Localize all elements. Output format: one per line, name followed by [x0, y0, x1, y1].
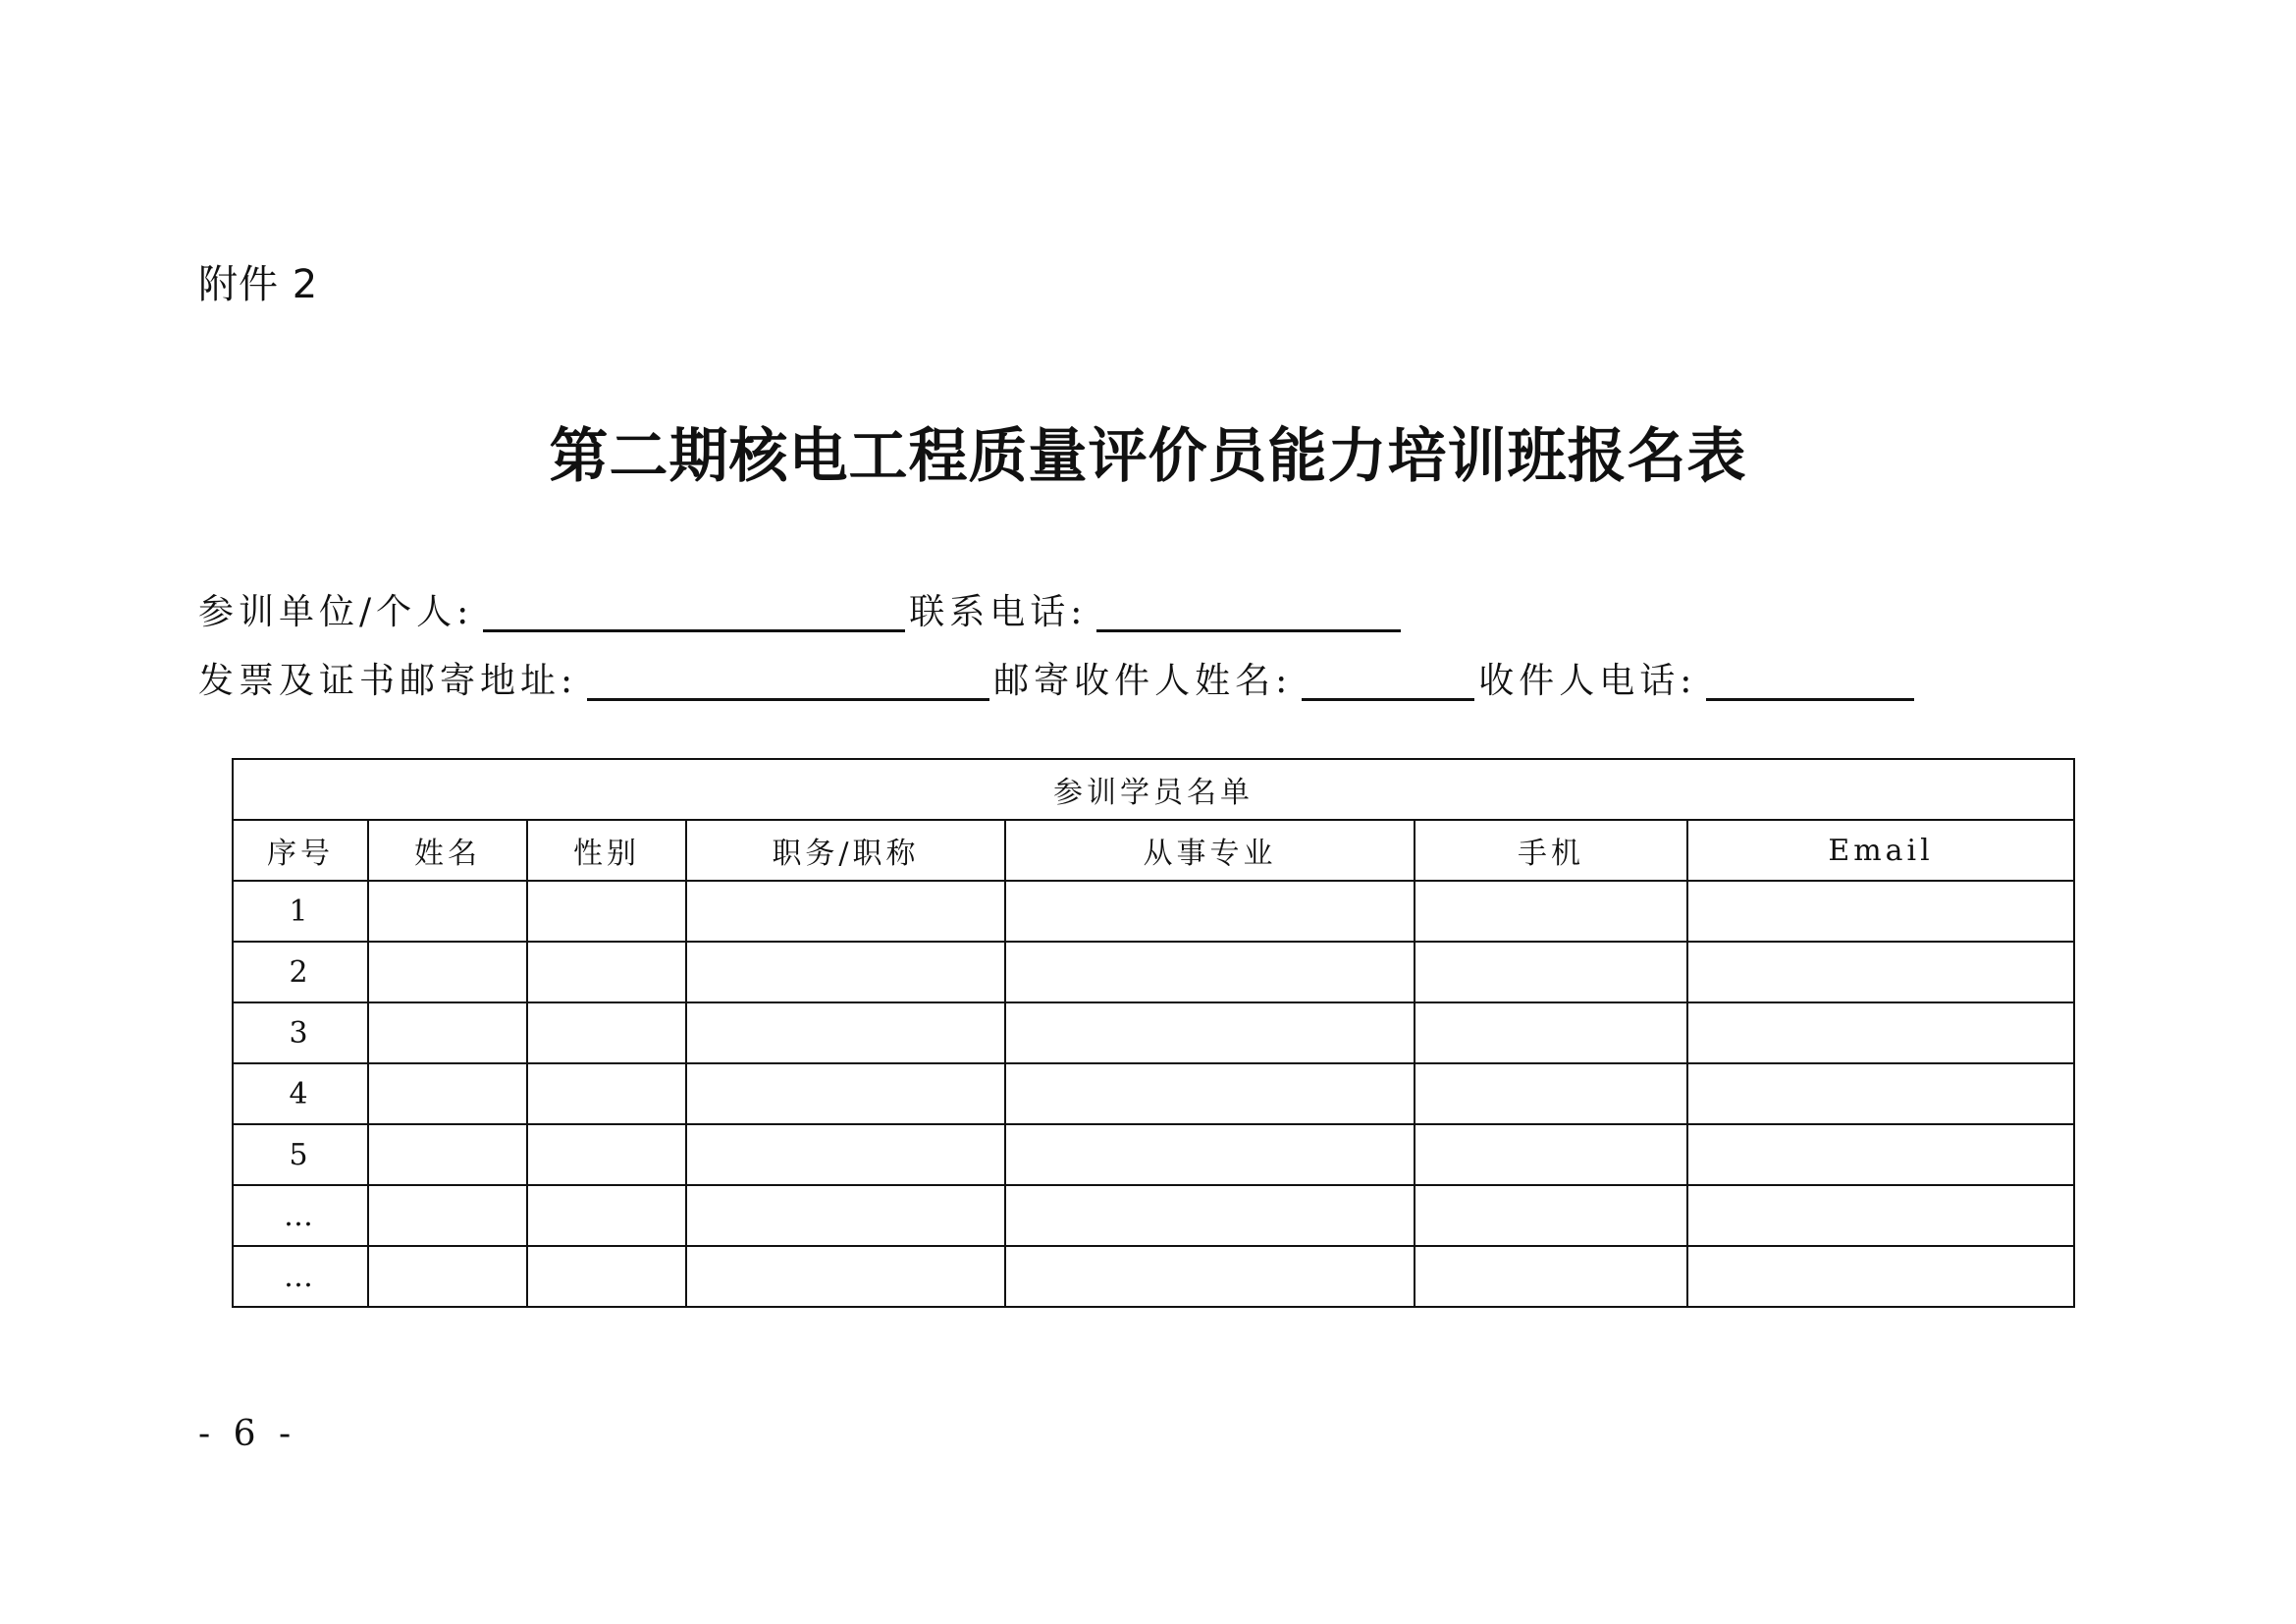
gender-cell[interactable]: [527, 1246, 686, 1307]
title-cell[interactable]: [686, 1124, 1005, 1185]
address-label: 发票及证书邮寄地址:: [198, 661, 578, 701]
row-number: 1: [233, 881, 368, 942]
specialty-cell[interactable]: [1005, 1002, 1415, 1063]
participant-table: [232, 758, 2075, 1308]
title-cell[interactable]: [686, 881, 1005, 942]
mobile-cell[interactable]: [1415, 1246, 1687, 1307]
name-cell[interactable]: [368, 881, 527, 942]
row-number: …: [233, 1246, 368, 1307]
address-blank[interactable]: [587, 659, 989, 701]
page-number: - 6 -: [198, 1414, 297, 1454]
header-seq: 序号: [233, 820, 368, 881]
row-number: 5: [233, 1124, 368, 1185]
gender-cell[interactable]: [527, 1002, 686, 1063]
table-row: [233, 1185, 2074, 1246]
phone-label: 联系电话:: [909, 592, 1088, 632]
name-cell[interactable]: [368, 1063, 527, 1124]
table-row: [233, 942, 2074, 1002]
specialty-cell[interactable]: [1005, 1246, 1415, 1307]
unit-label: 参训单位/个人:: [198, 592, 474, 632]
specialty-cell[interactable]: [1005, 942, 1415, 1002]
attachment-label: 附件 2: [198, 262, 319, 307]
email-cell[interactable]: [1687, 1124, 2074, 1185]
table-caption-row: [233, 759, 2074, 820]
row-number: 2: [233, 942, 368, 1002]
recipient-phone-blank[interactable]: [1706, 659, 1914, 701]
row-number: 4: [233, 1063, 368, 1124]
document-title: 第二期核电工程质量评价员能力培训班报名表: [549, 422, 1747, 491]
specialty-cell[interactable]: [1005, 1185, 1415, 1246]
gender-cell[interactable]: [527, 1063, 686, 1124]
mobile-cell[interactable]: [1415, 1124, 1687, 1185]
email-cell[interactable]: [1687, 1185, 2074, 1246]
header-title: 职务/职称: [686, 820, 1005, 881]
form-line-unit-phone: [198, 579, 1405, 634]
mobile-cell[interactable]: [1415, 881, 1687, 942]
specialty-cell[interactable]: [1005, 1124, 1415, 1185]
name-cell[interactable]: [368, 1124, 527, 1185]
email-cell[interactable]: [1687, 881, 2074, 942]
form-line-address: [198, 648, 1918, 703]
title-cell[interactable]: [686, 1246, 1005, 1307]
gender-cell[interactable]: [527, 1124, 686, 1185]
email-cell[interactable]: [1687, 1063, 2074, 1124]
row-number: …: [233, 1185, 368, 1246]
title-cell[interactable]: [686, 1063, 1005, 1124]
email-cell[interactable]: [1687, 942, 2074, 1002]
row-number: 3: [233, 1002, 368, 1063]
mobile-cell[interactable]: [1415, 1185, 1687, 1246]
mobile-cell[interactable]: [1415, 1063, 1687, 1124]
unit-blank[interactable]: [483, 590, 905, 632]
header-gender: 性别: [527, 820, 686, 881]
mobile-cell[interactable]: [1415, 1002, 1687, 1063]
table-row: [233, 1002, 2074, 1063]
recipient-phone-label: 收件人电话:: [1478, 661, 1697, 701]
email-cell[interactable]: [1687, 1246, 2074, 1307]
recipient-blank[interactable]: [1302, 659, 1474, 701]
gender-cell[interactable]: [527, 881, 686, 942]
table-header-row: [233, 820, 2074, 881]
header-specialty: 从事专业: [1005, 820, 1415, 881]
header-mobile: 手机: [1415, 820, 1687, 881]
mobile-cell[interactable]: [1415, 942, 1687, 1002]
phone-blank[interactable]: [1096, 590, 1401, 632]
title-cell[interactable]: [686, 1002, 1005, 1063]
specialty-cell[interactable]: [1005, 1063, 1415, 1124]
name-cell[interactable]: [368, 942, 527, 1002]
recipient-label: 邮寄收件人姓名:: [993, 661, 1293, 701]
header-email: Email: [1687, 820, 2074, 881]
name-cell[interactable]: [368, 1002, 527, 1063]
table-row: [233, 881, 2074, 942]
name-cell[interactable]: [368, 1246, 527, 1307]
header-name: 姓名: [368, 820, 527, 881]
table-caption: 参训学员名单: [233, 759, 2074, 820]
table-row: [233, 1124, 2074, 1185]
gender-cell[interactable]: [527, 1185, 686, 1246]
name-cell[interactable]: [368, 1185, 527, 1246]
specialty-cell[interactable]: [1005, 881, 1415, 942]
title-cell[interactable]: [686, 1185, 1005, 1246]
email-cell[interactable]: [1687, 1002, 2074, 1063]
gender-cell[interactable]: [527, 942, 686, 1002]
table-row: [233, 1246, 2074, 1307]
table-row: [233, 1063, 2074, 1124]
title-cell[interactable]: [686, 942, 1005, 1002]
